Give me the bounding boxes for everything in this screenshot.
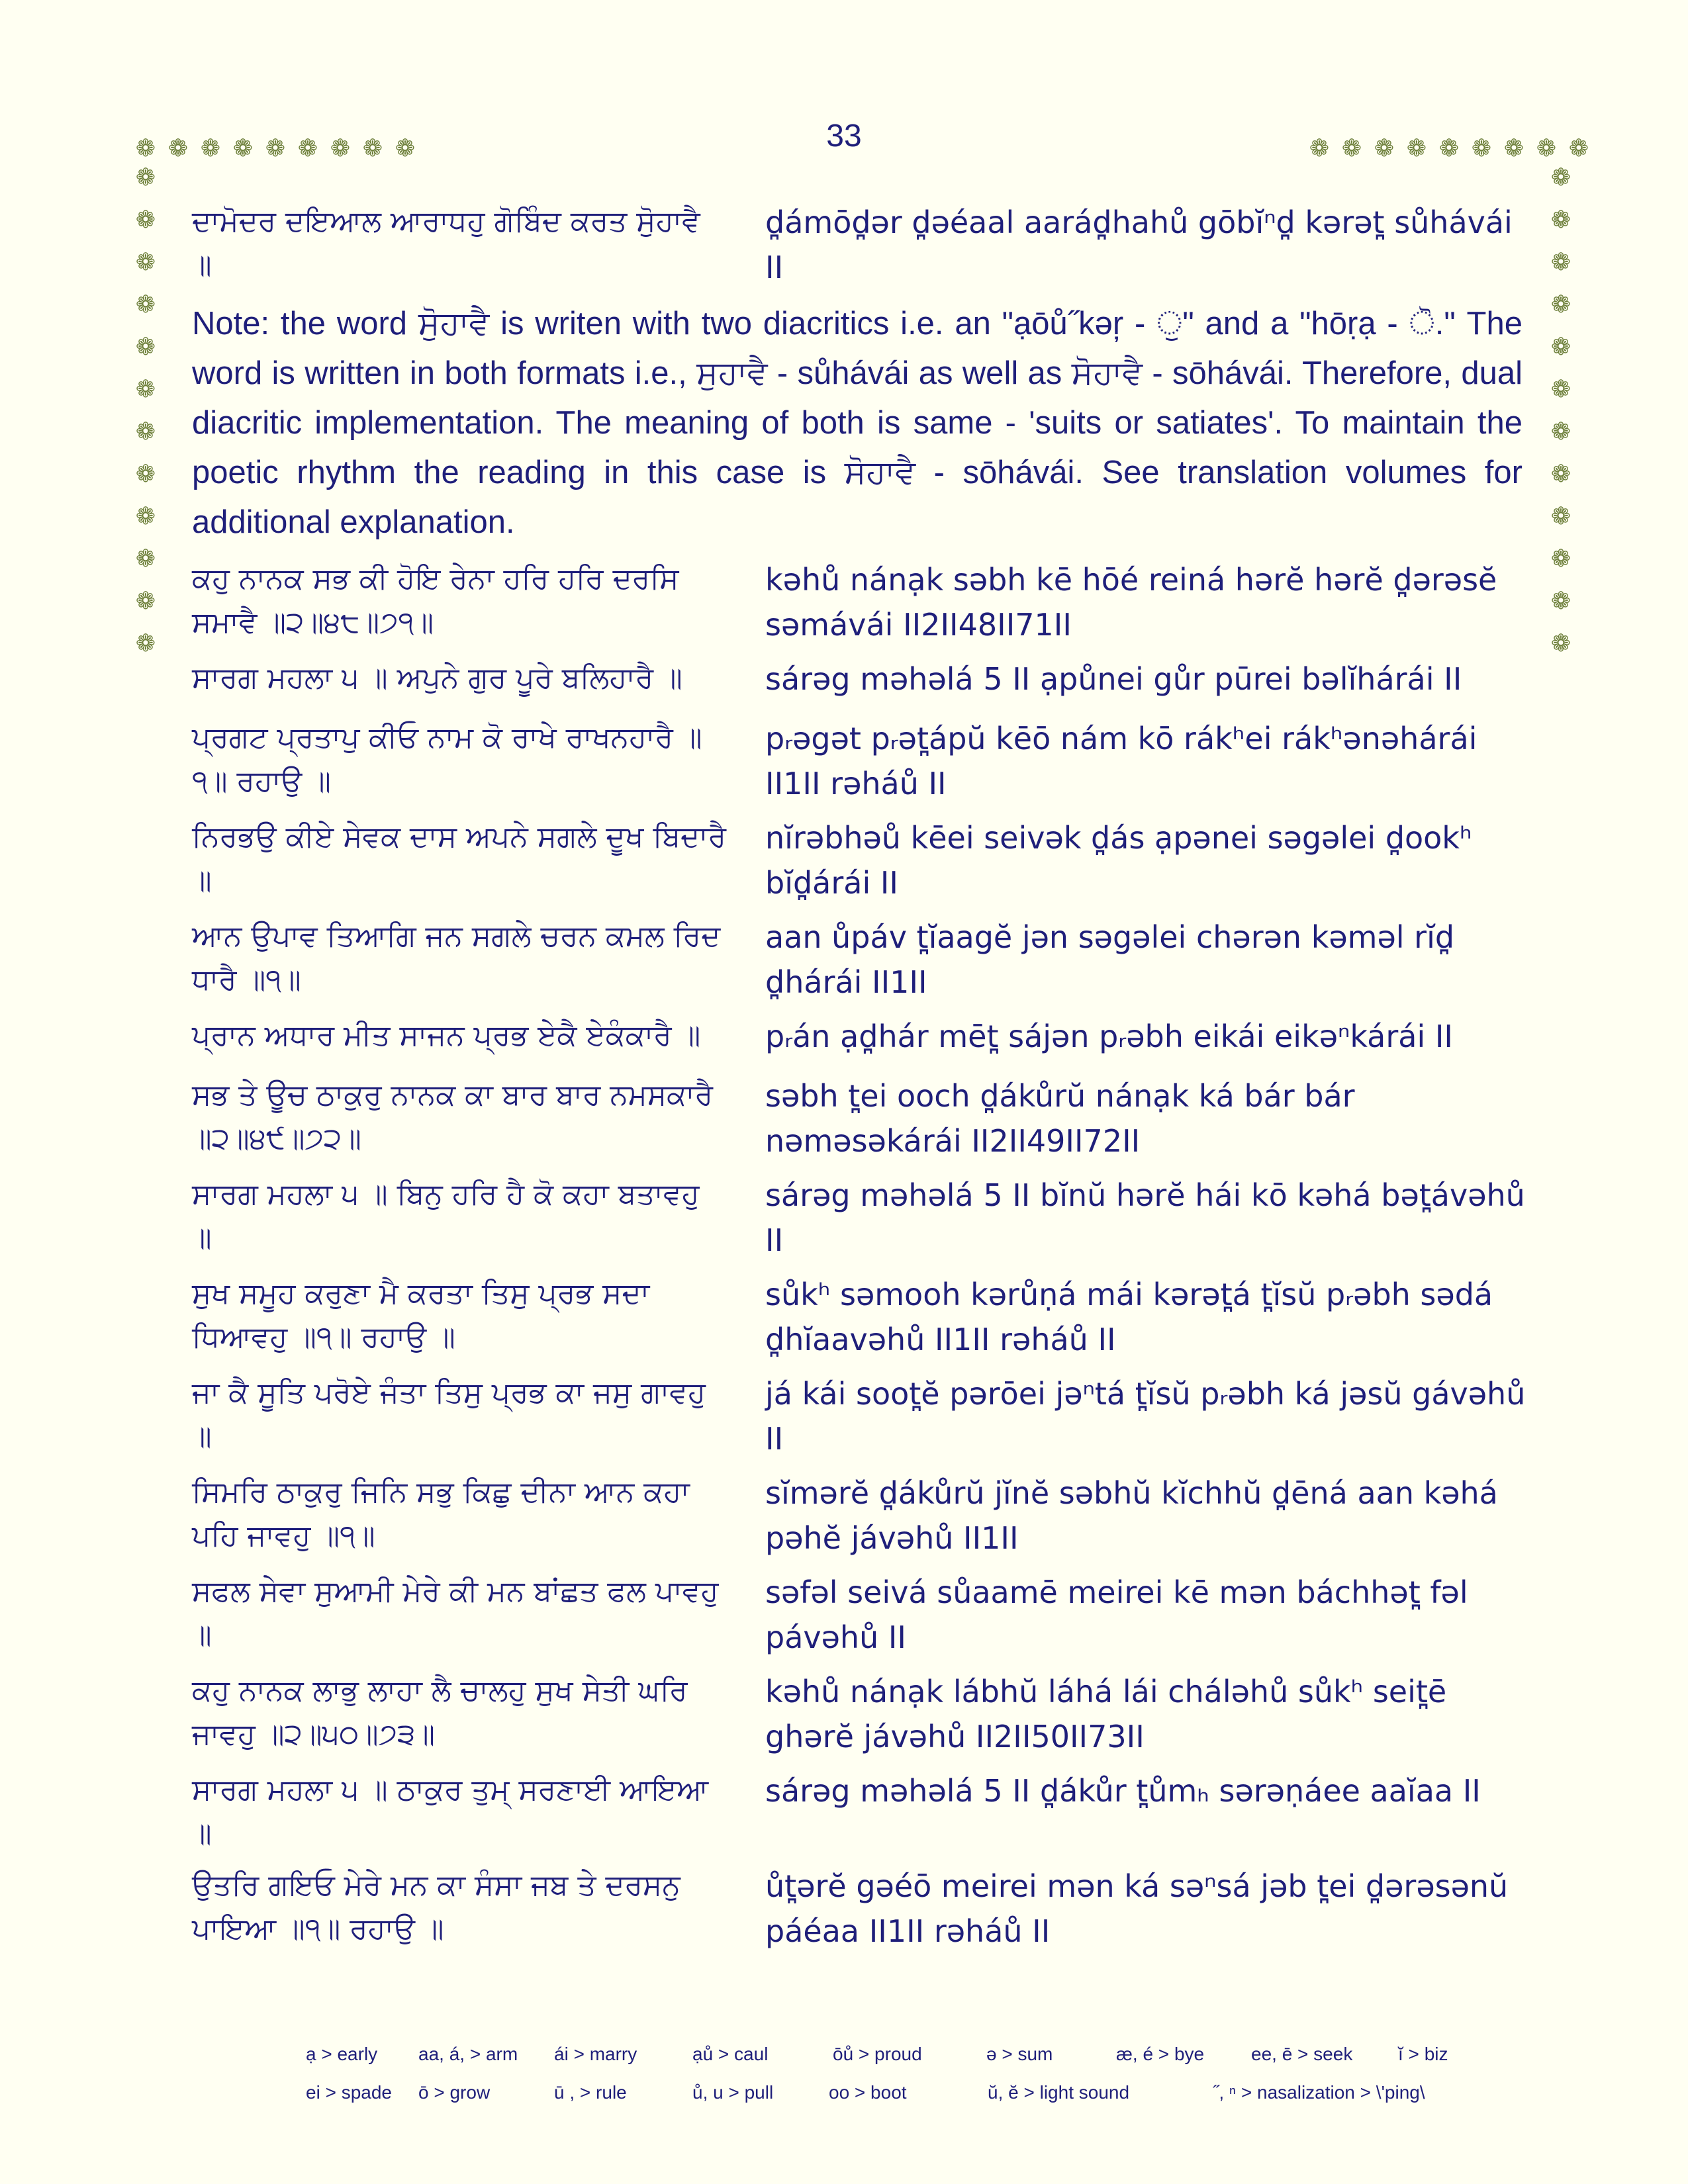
gurmukhi-line: ਆਨ ਉਪਾਵ ਤਿਆਗਿ ਜਨ ਸਗਲੇ ਚਰਨ ਕਮਲ ਰਿਦ ਧਾਰੈ ॥੧॥ [192,919,721,997]
legend-item: ōů > proud [833,2044,922,2064]
gurmukhi-line: ਸਭ ਤੇ ਊਚ ਠਾਕੁਰੁ ਨਾਨਕ ਕਾ ਬਾਰ ਬਾਰ ਨਮਸਕਾਰੈ ॥੨॥੪੯॥੭੨॥ [192,1078,714,1156]
flower-ornament-icon: ❁ [1309,134,1330,161]
transliteration-line: sárəg məhəlá 5 II d̪ákůr t̪ůmₕ sərəṇáee aaĭaa II [765,1773,1481,1809]
flower-ornament-icon: ❁ [1550,587,1571,614]
legend-item: ə > sum [986,2044,1053,2064]
legend-item: ei > spade [306,2082,392,2103]
ornament-column-left [134,165,158,655]
flower-ornament-icon: ❁ [1374,134,1395,161]
flower-ornament-icon: ❁ [1471,134,1492,161]
legend-item: ŭ, ĕ > light sound [988,2082,1130,2103]
gurmukhi-line: ਕਹੁ ਨਾਨਕ ਸਭ ਕੀ ਹੋਇ ਰੇਨਾ ਹਰਿ ਹਰਿ ਦਰਸਿ ਸਮਾਵੈ ॥੨॥੪੮॥੭੧॥ [192,562,679,639]
flower-ornament-icon: ❁ [135,629,156,657]
flower-ornament-icon: ❁ [135,545,156,572]
flower-ornament-icon: ❁ [1550,291,1571,318]
flower-ornament-icon: ❁ [1550,375,1571,402]
legend-item: oo > boot [829,2082,907,2103]
gurmukhi-line: ਦਾਮੋਦਰ ਦਇਆਲ ਆਰਾਧਹੁ ਗੋਬਿੰਦ ਕਰਤ ਸੋੁਹਾਵੈ ॥ [192,205,700,282]
flower-ornament-icon: ❁ [135,418,156,445]
diacritic-note: Note: the word ਸੋੁਹਾਵੈ is writen with two diacritics i.e. an "ạōů˝kər̦ - ੁ" and a "hōṛạ - ੋ." The word is written in both formats i.e., ਸੁਹਾਵੈ - sůhávái as well as ਸੋਹਾਵੈ - sōhávái. Therefore, dual diacritic implementation. The meaning of both is same - 'suits or satiates'. To maintain the poetic rhythm the reading in this case is ਸੋਹਾਵੈ - sōhávái. See translation volumes for additional explanation. [192,306,1523,540]
flower-ornament-icon: ❁ [200,134,221,161]
gurmukhi-line: ਸਾਰਗ ਮਹਲਾ ੫ ॥ ਅਪੁਨੇ ਗੁਰ ਪੂਰੇ ਬਲਿਹਾਰੈ ॥ [192,661,682,695]
transliteration-line: səbh t̪ei ooch d̪ákůrŭ nánạk ká bár bár nəməsəkárái II2II49II72II [765,1078,1355,1159]
flower-ornament-icon: ❁ [1568,134,1589,161]
flower-ornament-icon: ❁ [1536,134,1557,161]
transliteration-line: səfəl seivá sůaamē meirei kē mən báchhət̪ fəl pávəhů II [765,1574,1468,1655]
flower-ornament-icon: ❁ [1550,248,1571,275]
transliteration-line: sárəg məhəlá 5 II bĭnŭ hərĕ hái kō kəhá bət̪ávəhů II [765,1177,1525,1258]
flower-ornament-icon: ❁ [135,375,156,402]
gurmukhi-line: ਸਾਰਗ ਮਹਲਾ ੫ ॥ ਬਿਨੁ ਹਰਿ ਹੈ ਕੋ ਕਹਾ ਬਤਾਵਹੁ ॥ [192,1177,700,1255]
transliteration-line: kəhů nánạk lábhŭ láhá lái cháləhů sůkʰ seit̪ē ghərĕ jávəhů II2II50II73II [765,1674,1447,1754]
page-number: 33 [826,118,862,154]
legend-item: ĭ > biz [1398,2044,1448,2064]
flower-ornament-icon: ❁ [1438,134,1460,161]
flower-ornament-icon: ❁ [1341,134,1362,161]
flower-ornament-icon: ❁ [135,134,156,161]
legend-item: ů, u > pull [692,2082,774,2103]
flower-ornament-icon: ❁ [135,460,156,487]
ornament-column-right [1549,165,1573,655]
flower-ornament-icon: ❁ [1550,418,1571,445]
flower-ornament-icon: ❁ [135,587,156,614]
gurmukhi-line: ਸੁਖ ਸਮੂਹ ਕਰੁਣਾ ਮੈ ਕਰਤਾ ਤਿਸੁ ਪ੍ਰਭ ਸਦਾ ਧਿਆਵਹੁ ॥੧॥ ਰਹਾਉ ॥ [192,1277,650,1354]
flower-ornament-icon: ❁ [1550,333,1571,360]
legend-item: ạ > early [306,2044,378,2064]
flower-ornament-icon: ❁ [395,134,416,161]
flower-ornament-icon: ❁ [1550,545,1571,572]
legend-item: ō > grow [418,2082,491,2103]
ornament-row-right [1307,136,1591,160]
flower-ornament-icon: ❁ [297,134,318,161]
legend-item: ee, ē > seek [1251,2044,1353,2064]
flower-ornament-icon: ❁ [265,134,286,161]
transliteration-line: aan ůpáv t̪ĭaagĕ jən səgəlei chərən kəməl rĭd̪ d̪hárái II1II [765,919,1455,1000]
transliteration-line: sůkʰ səmooh kərůṇá mái kərət̪á t̪ĭsŭ pᵣəbh sədá d̪hĭaavəhů II1II rəháů II [765,1277,1493,1357]
flower-ornament-icon: ❁ [1550,163,1571,191]
flower-ornament-icon: ❁ [1550,206,1571,233]
flower-ornament-icon: ❁ [1550,460,1571,487]
flower-ornament-icon: ❁ [135,333,156,360]
transliteration-line: já kái soot̪ĕ pərōei jəⁿtá t̪ĭsŭ pᵣəbh ká jəsŭ gávəhů II [765,1376,1526,1457]
flower-ornament-icon: ❁ [330,134,351,161]
transliteration-line: kəhů nánạk səbh kē hōé reiná hərĕ hərĕ d̪ərəsĕ səmávái II2II48II71II [765,562,1497,643]
gurmukhi-line: ਉਤਰਿ ਗਇਓ ਮੇਰੇ ਮਨ ਕਾ ਸੰਸਾ ਜਬ ਤੇ ਦਰਸਨੁ ਪਾਇਆ ॥੧॥ ਰਹਾਉ ॥ [192,1868,680,1946]
legend-item: ạů > caul [692,2044,769,2064]
gurmukhi-line: ਸਫਲ ਸੇਵਾ ਸੁਆਮੀ ਮੇਰੇ ਕੀ ਮਨ ਬਾਂਛਤ ਫਲ ਪਾਵਹੁ ॥ [192,1574,719,1652]
flower-ornament-icon: ❁ [135,502,156,529]
ornament-row-left [134,136,417,160]
gurmukhi-line: ਨਿਰਭਉ ਕੀਏ ਸੇਵਕ ਦਾਸ ਅਪਨੇ ਸਗਲੇ ਦੂਖ ਬਿਦਾਰੈ ॥ [192,820,727,897]
gurmukhi-line: ਸਿਮਰਿ ਠਾਕੁਰੁ ਜਿਨਿ ਸਭੁ ਕਿਛੁ ਦੀਨਾ ਆਨ ਕਹਾ ਪਹਿ ਜਾਵਹੁ ॥੧॥ [192,1475,690,1553]
flower-ornament-icon: ❁ [362,134,383,161]
transliteration-line: nĭrəbhəů kēei seivək d̪ás ạpənei səgəlei d̪ookʰ bĭd̪árái II [765,820,1472,901]
flower-ornament-icon: ❁ [1550,502,1571,529]
flower-ornament-icon: ❁ [1503,134,1524,161]
transliteration-line: d̪ámōd̪ər d̪əéaal aarád̪hahů gōbĭⁿd̪ kərət̪ sůhávái II [765,205,1513,285]
gurmukhi-line: ਪ੍ਰਾਨ ਅਧਾਰ ਮੀਤ ਸਾਜਨ ਪ੍ਰਭ ਏਕੈ ਏਕੰਕਾਰੈ ॥ [192,1019,701,1052]
flower-ornament-icon: ❁ [135,291,156,318]
transliteration-line: sárəg məhəlá 5 II ạpůnei gůr pūrei bəlĭhárái II [765,661,1462,697]
legend-item: æ, é > bye [1116,2044,1205,2064]
flower-ornament-icon: ❁ [135,206,156,233]
transliteration-line: sĭmərĕ d̪ákůrŭ jĭnĕ səbhŭ kĭchhŭ d̪ēná aan kəhá pəhĕ jávəhů II1II [765,1475,1498,1556]
gurmukhi-line: ਜਾ ਕੈ ਸੂਤਿ ਪਰੋਏ ਜੰਤਾ ਤਿਸੁ ਪ੍ਰਭ ਕਾ ਜਸੁ ਗਾਵਹੁ ॥ [192,1376,706,1453]
flower-ornament-icon: ❁ [232,134,254,161]
flower-ornament-icon: ❁ [135,163,156,191]
gurmukhi-line: ਸਾਰਗ ਮਹਲਾ ੫ ॥ ਠਾਕੁਰ ਤੁਮ੍ ਸਰਣਾਈ ਆਇਆ ॥ [192,1773,709,1850]
legend-item: aa, á, > arm [418,2044,518,2064]
transliteration-line: pᵣəgət pᵣət̪ápŭ kēō nám kō rákʰei rákʰənəhárái II1II rəháů II [765,721,1477,801]
transliteration-line: ůt̪ərĕ gəéō meirei mən ká səⁿsá jəb t̪ei d̪ərəsənŭ páéaa II1II rəháů II [765,1868,1509,1949]
transliteration-line: pᵣán ạd̪hár mēt̪ sájən pᵣəbh eikái eikəⁿkárái II [765,1019,1453,1054]
gurmukhi-line: ਕਹੁ ਨਾਨਕ ਲਾਭੁ ਲਾਹਾ ਲੈ ਚਾਲਹੁ ਸੁਖ ਸੇਤੀ ਘਰਿ ਜਾਵਹੁ ॥੨॥੫੦॥੭੩॥ [192,1674,688,1751]
legend-item: ū , > rule [554,2082,627,2103]
legend-item: ái > marry [554,2044,637,2064]
legend-item: ˝, ⁿ > nasalization > \'ping\ [1213,2082,1425,2103]
flower-ornament-icon: ❁ [167,134,189,161]
gurmukhi-line: ਪ੍ਰਗਟ ਪ੍ਰਤਾਪੁ ਕੀਓ ਨਾਮ ਕੋ ਰਾਖੇ ਰਾਖਨਹਾਰੈ ॥੧॥ ਰਹਾਉ ॥ [192,721,702,798]
flower-ornament-icon: ❁ [1406,134,1427,161]
flower-ornament-icon: ❁ [135,248,156,275]
flower-ornament-icon: ❁ [1550,629,1571,657]
